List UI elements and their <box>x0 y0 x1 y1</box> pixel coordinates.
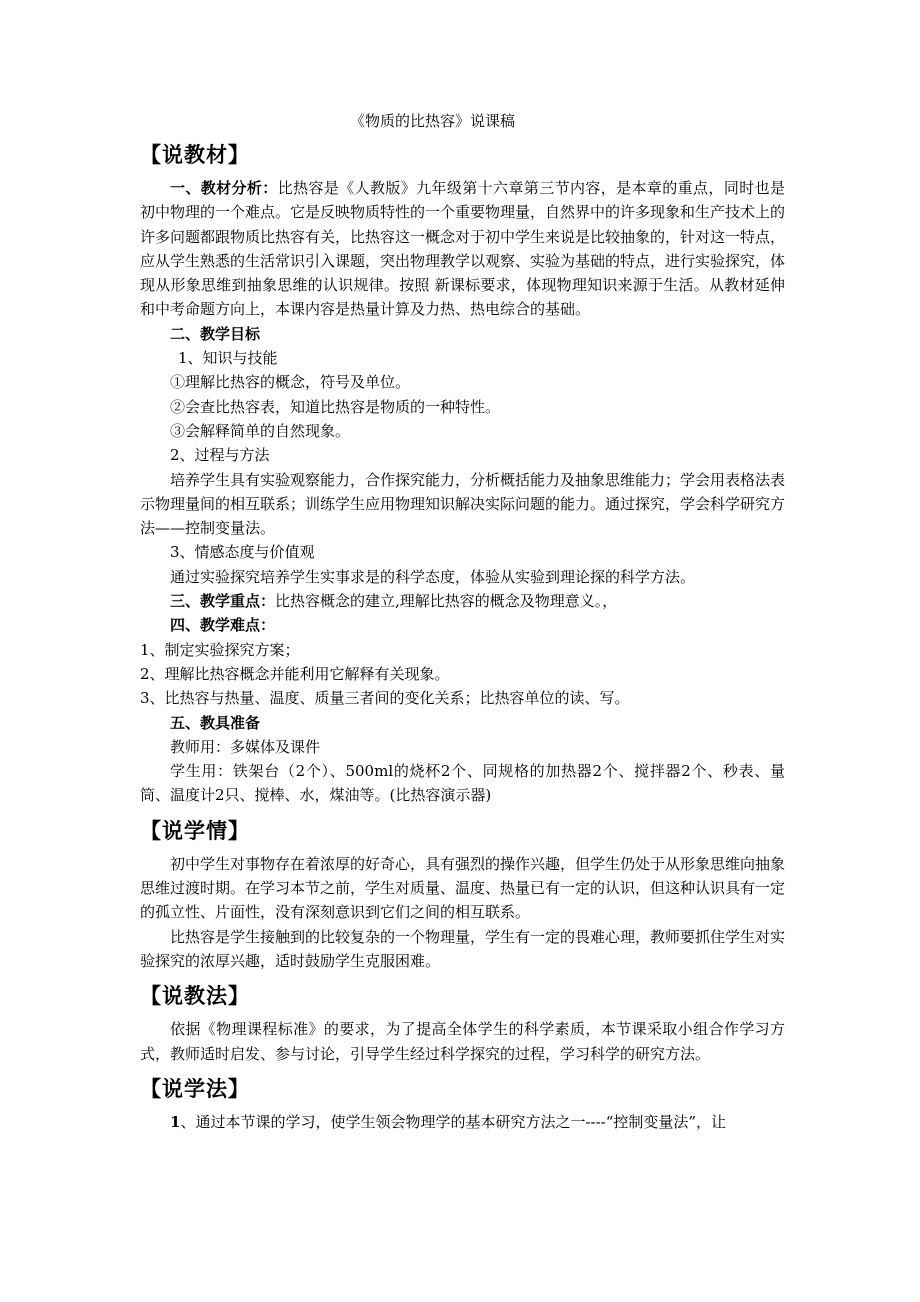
difficulty-item: 1、制定实验探究方案； <box>140 640 300 659</box>
goal-knowledge-item: ①理解比热容的概念，符号及单位。 <box>170 373 411 392</box>
section-heading-xueqing: 【说学情】 <box>140 817 250 843</box>
goal-knowledge-item: ②会查比热容表，知道比热容是物质的一种特性。 <box>170 397 501 416</box>
difficulty-item: 3、比热容与热量、温度、质量三者间的变化关系；比热容单位的读、写。 <box>140 689 630 708</box>
key-point-label: 三、教学重点： <box>170 592 276 611</box>
difficulty-label: 四、教学难点： <box>170 616 276 635</box>
learner-analysis-paragraph: 比热容是学生接触到的比较复杂的一个物理量，学生有一定的畏难心理，教师要抓住学生对实验探究的浓厚兴趣，适时鼓励学生克服困难。 <box>140 927 786 970</box>
section-heading-jiaocai: 【说教材】 <box>140 142 250 167</box>
learner-analysis-paragraph: 初中学生对事物存在着浓厚的好奇心，具有强烈的操作兴趣，但学生仍处于从形象思维向抽象思维过渡时期。在学习本节之前，学生对质量、温度、热量已有一定的认识，但这种认识具有一定的孤立性、片面性，没有深刻意识到它们之间的相互联系。 <box>140 854 786 922</box>
key-point-text: 比热容概念的建立,理解比热容的概念及物理意义。， <box>275 592 618 611</box>
learning-method-paragraph <box>140 1110 785 1134</box>
textbook-analysis-text: 比热容是《人教版》九年级第十六章第三节内容，是本章的重点，同时也是初中物理的一个难点。它是反映物质特性的一个重要物理量，自然界中的许多现象和生产技术上的许多问题都跟物质比热容有关，比热容这一概念对于初中学生来说是比较抽象的，针对这一特点，应从学生熟悉的生活常识引入课题，突出物理教学以观察、实验为基础的特点，进行实验探究，体现从形象思维到抽象思维的认识规律。按照 新课标要求，体现物理知识来源于生活。从教材延伸和中考命题方向上，本课内容是热量计算及力热、热电综合的基础。 <box>140 179 786 319</box>
key-point-paragraph <box>140 589 785 613</box>
textbook-analysis-paragraph <box>140 176 785 322</box>
goal-knowledge-title: 1、知识与技能 <box>178 349 278 368</box>
document-title: 《物质的比热容》说课稿 <box>349 112 515 130</box>
textbook-analysis-label: 一、教材分析： <box>170 179 278 197</box>
equipment-label: 五、教具准备 <box>170 713 261 732</box>
section-heading-xuefa: 【说学法】 <box>140 1075 250 1101</box>
goal-process-text: 培养学生具有实验观察能力，合作探究能力，分析概括能力及抽象思维能力；学会用表格法表示物理量间的相互联系；训练学生应用物理知识解决实际问题的能力。通过探究，学会科学研究方法——控制变量法。 <box>140 470 786 538</box>
goal-attitude-text: 通过实验探究培养学生实事求是的科学态度，体验从实验到理论探的科学方法。 <box>170 567 696 586</box>
document-body <box>140 110 785 1134</box>
learning-method-text: 、通过本节课的学习，使学生领会物理学的基本研究方法之一----“控制变量法”，让 <box>180 1112 727 1131</box>
section-heading-jiaofa: 【说教法】 <box>140 983 250 1009</box>
goal-knowledge-item: ③会解释简单的自然现象。 <box>170 421 351 440</box>
equipment-student: 学生用：铁架台（2个）、500ml的烧杯2个、同规格的加热器2个、搅拌器2个、秒表、量筒、温度计2只、搅棒、水，煤油等。(比热容演示器) <box>140 762 785 805</box>
teaching-goals-label: 二、教学目标 <box>170 324 261 343</box>
goal-process-title: 2、过程与方法 <box>170 446 270 465</box>
goal-attitude-title: 3、情感态度与价值观 <box>170 543 315 562</box>
difficulty-item: 2、理解比热容概念并能利用它解释有关现象。 <box>140 664 450 683</box>
learning-method-number: 1 <box>170 1112 181 1131</box>
teaching-method-paragraph: 依据《物理课程标准》的要求，为了提高全体学生的科学素质，本节课采取小组合作学习方式，教师适时启发、参与讨论，引导学生经过科学探究的过程，学习科学的研究方法。 <box>140 1020 785 1063</box>
equipment-teacher: 教师用：多媒体及课件 <box>170 737 321 756</box>
